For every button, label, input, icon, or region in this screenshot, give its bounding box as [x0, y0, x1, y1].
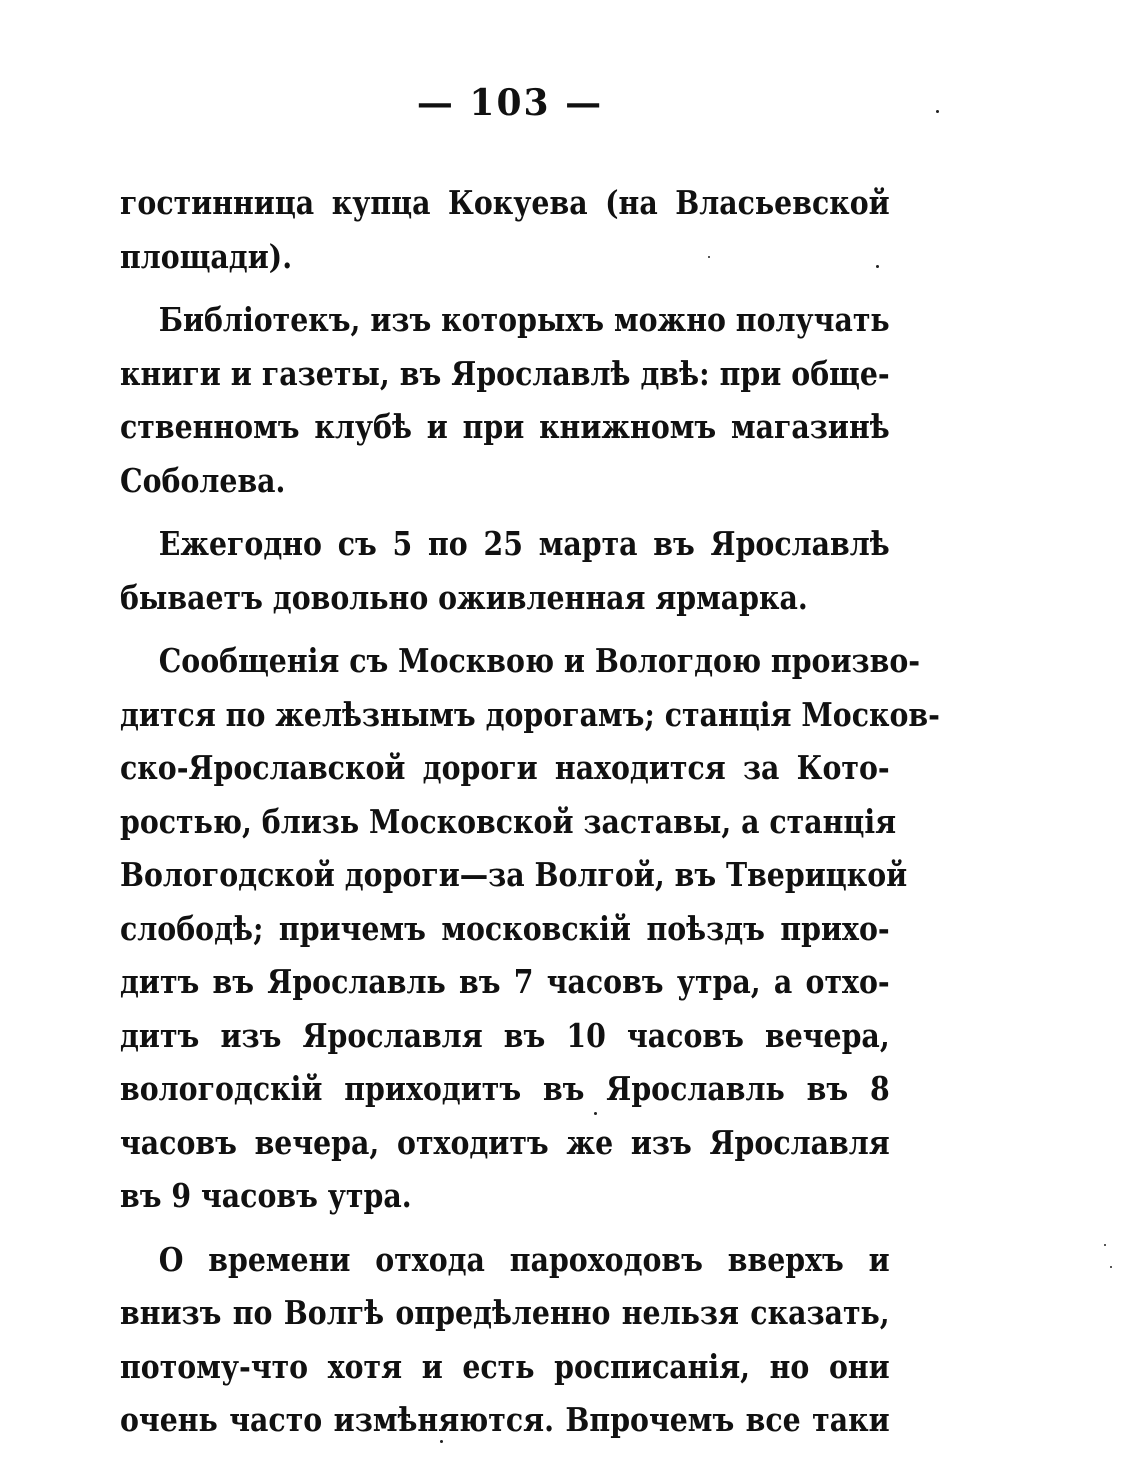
text-line: ростью, близь Московской заставы, а станцiя	[120, 801, 897, 841]
text-line: внизъ по Волгѣ опредѣленно нельзя сказать,	[120, 1293, 890, 1332]
text-line: дитъ изъ Ярославля въ 10 часовъ вечера,	[120, 1015, 890, 1055]
paragraph	[120, 517, 890, 624]
text-line: вологодскiй приходитъ въ Ярославль въ 8	[120, 1069, 890, 1108]
paragraph	[120, 634, 940, 1223]
text-line: книги и газеты, въ Ярославлѣ двѣ: при обще-	[120, 353, 890, 393]
page-number: — 103 —	[416, 82, 604, 124]
scan-speck	[1110, 1266, 1112, 1268]
text-line: Сообщенiя съ Москвою и Вологдою произво-	[158, 641, 921, 680]
text-line: бываетъ довольно оживленная ярмарка.	[120, 577, 808, 617]
text-line: площади).	[120, 236, 293, 276]
text-line: слободѣ; причемъ московскiй поѣздъ прихо-	[120, 908, 890, 948]
text-line: Соболева.	[120, 460, 286, 500]
text-line: ственномъ клубѣ и при книжномъ магазинѣ	[120, 407, 890, 446]
scan-speck	[440, 1440, 443, 1443]
text-line: очень часто измѣняются. Впрочемъ все таки	[120, 1400, 890, 1439]
scan-speck	[594, 1112, 597, 1115]
scan-speck	[1104, 1244, 1106, 1246]
scan-speck	[936, 110, 939, 113]
text-line: потому-что хотя и есть росписанiя, но они	[120, 1346, 890, 1386]
text-line: въ 9 часовъ утра.	[120, 1176, 412, 1215]
text-line: Библiотекъ, изъ которыхъ можно получать	[158, 300, 890, 339]
body-text	[120, 176, 940, 1447]
paragraph	[120, 293, 890, 507]
text-line: дитъ въ Ярославль въ 7 часовъ утра, а отхо-	[120, 962, 890, 1001]
scan-speck	[708, 256, 710, 258]
text-line: Вологодской дороги—за Волгой, въ Тверицкой	[120, 855, 908, 894]
text-line: Ежегодно съ 5 по 25 марта въ Ярославлѣ	[158, 524, 890, 563]
text-line: гостинница купца Кокуева (на Власьевской	[120, 183, 890, 222]
text-line: часовъ вечера, отходитъ же изъ Ярославля	[120, 1122, 890, 1162]
text-line: дится по желѣзнымъ дорогамъ; станцiя Москов-	[120, 694, 940, 734]
scan-speck	[876, 265, 879, 268]
paragraph	[120, 1233, 890, 1447]
paragraph	[120, 176, 890, 283]
text-line: ско-Ярославской дороги находится за Кото-	[120, 748, 890, 787]
text-line: О времени отхода пароходовъ вверхъ и	[158, 1239, 890, 1279]
